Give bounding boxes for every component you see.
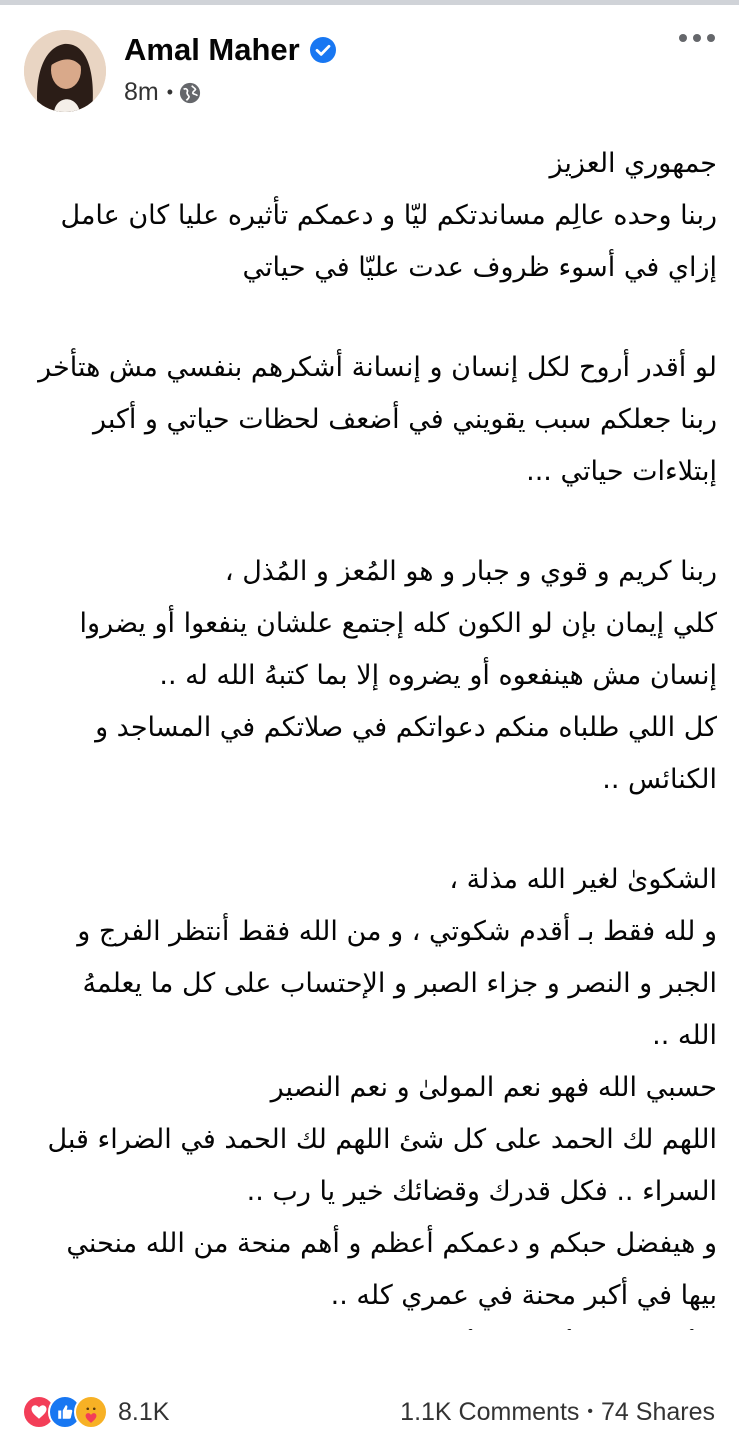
post-text-line: اللهم لك الحمد على كل شئ اللهم لك الحمد في الضراء قبل: [47, 1124, 717, 1155]
post-text-line: الله ..: [652, 1020, 717, 1051]
post-text-line: الكنائس ..: [602, 764, 717, 795]
post-text-line: لو أقدر أروح لكل إنسان و إنسانة أشكرهم بنفسي مش هتأخر: [38, 352, 717, 383]
shares-count[interactable]: 74 Shares: [601, 1397, 715, 1426]
post-text-line: حسبي الله فهو نعم المولىٰ و نعم النصير: [270, 1072, 717, 1103]
more-options-icon[interactable]: [679, 34, 715, 42]
post-text-line: إزاي في أسوء ظروف عدت عليّا في حياتي: [242, 252, 717, 283]
more-dot: [693, 34, 701, 42]
reactions-summary[interactable]: [22, 1395, 169, 1429]
author-row: [124, 32, 336, 68]
post-text-line: كل اللي طلباه منكم دعواتكم في صلاتكم في المساجد و: [95, 712, 717, 743]
paragraph-gap: [22, 806, 717, 854]
post-text-line: بيها في أكبر محنة في عمري كله ..: [330, 1280, 717, 1311]
post-meta: [124, 78, 201, 107]
stats-separator: •: [587, 1403, 594, 1420]
reaction-count: 8.1K: [118, 1397, 170, 1426]
engagement-stats: [400, 1398, 715, 1427]
post-text-line: ربنا وحده عالِم مساندتكم ليّا و دعمكم تأثيره عليا كان عامل: [60, 200, 717, 231]
avatar-photo: [24, 30, 106, 112]
care-icon: [74, 1395, 108, 1429]
post-text-line: الجبر و النصر و جزاء الصبر و الإحتساب على كل ما يعلمهُ: [82, 968, 717, 999]
paragraph-gap: [22, 294, 717, 342]
post-text-line: [22, 1322, 717, 1330]
paragraph-gap: [22, 498, 717, 546]
post-text-line: ربنا جعلكم سبب يقويني في أضعف لحظات حياتي و أكبر: [92, 404, 717, 435]
author-name[interactable]: Amal Maher: [124, 32, 300, 67]
post-text-line: جمهوري العزيز: [549, 148, 717, 179]
meta-separator: •: [166, 82, 174, 102]
post-text-line: الشكوىٰ لغير الله مذلة ،: [449, 864, 717, 895]
post-text-line: إنسان مش هينفعوه أو يضروه إلا بما كتبهُ الله له ..: [159, 660, 717, 691]
post-body: [22, 138, 717, 1330]
top-status-strip: [0, 0, 739, 5]
post-footer: [22, 1392, 715, 1432]
post-text-line: كلي إيمان بإن لو الكون كله إجتمع علشان ينفعوا أو يضروا: [79, 608, 717, 639]
post-text-line: و لله فقط بـ أقدم شكوتي ، و من الله فقط أنتظر الفرج و: [77, 916, 717, 947]
globe-icon: [179, 82, 201, 104]
post-text-line: ربنا كريم و قوي و جبار و هو المُعز و المُذل ،: [224, 556, 717, 587]
comments-count[interactable]: 1.1K Comments: [400, 1397, 580, 1426]
post-text-line: السراء .. فكل قدرك وقضائك خير يا رب ..: [246, 1176, 717, 1207]
more-dot: [679, 34, 687, 42]
post-text-line: و هيفضل حبكم و دعمكم أعظم و أهم منحة من الله منحني: [66, 1228, 717, 1259]
verified-badge-icon: [310, 37, 336, 63]
more-dot: [707, 34, 715, 42]
post-time[interactable]: 8m: [124, 78, 159, 106]
avatar[interactable]: [24, 30, 106, 112]
post-text-line: إبتلاءات حياتي ...: [526, 456, 717, 487]
post-header: [24, 28, 715, 114]
